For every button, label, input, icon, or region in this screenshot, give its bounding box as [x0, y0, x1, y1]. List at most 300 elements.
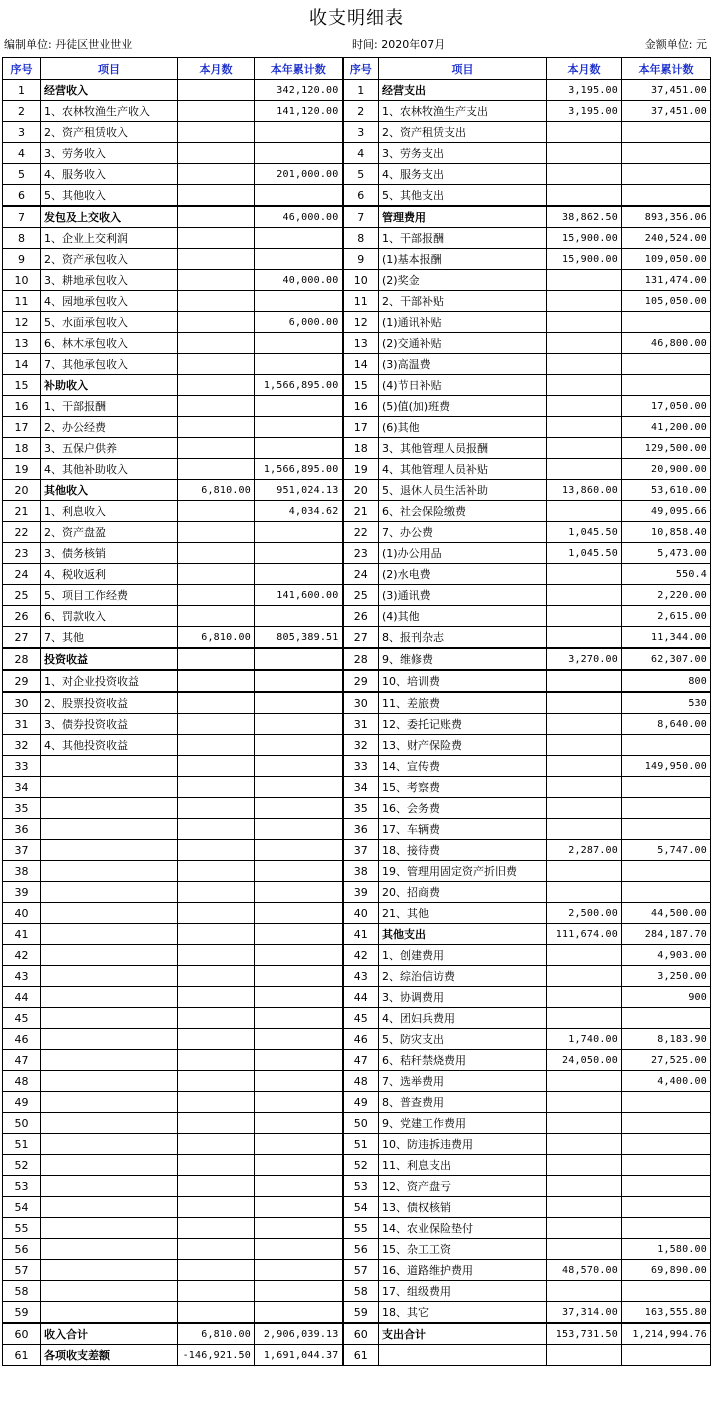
table-row	[3, 1155, 711, 1176]
income-item-cell	[41, 861, 178, 882]
expense-seq-cell: 30	[343, 692, 379, 714]
income-seq-cell: 10	[3, 270, 41, 291]
header-income-month: 本月数	[178, 58, 255, 80]
expense-item-cell: 10、培训费	[379, 670, 547, 692]
table-row	[3, 228, 711, 249]
expense-item-cell: 3、劳务支出	[379, 143, 547, 164]
table-row	[3, 861, 711, 882]
expense-ytd-cell: 129,500.00	[622, 438, 711, 459]
income-month-cell	[178, 1302, 255, 1324]
income-item-cell	[41, 1239, 178, 1260]
income-month-cell	[178, 1134, 255, 1155]
income-ytd-cell	[255, 606, 343, 627]
income-seq-cell: 14	[3, 354, 41, 375]
expense-ytd-cell	[622, 777, 711, 798]
income-item-cell: 收入合计	[41, 1323, 178, 1345]
expense-seq-cell: 54	[343, 1197, 379, 1218]
table-row	[3, 1281, 711, 1302]
income-month-cell	[178, 606, 255, 627]
income-ytd-cell: 1,566,895.00	[255, 375, 343, 396]
expense-month-cell: 1,045.50	[547, 543, 622, 564]
income-seq-cell: 5	[3, 164, 41, 185]
expense-item-cell: 13、债权核销	[379, 1197, 547, 1218]
table-row	[3, 122, 711, 143]
expense-seq-cell: 43	[343, 966, 379, 987]
income-ytd-cell	[255, 819, 343, 840]
income-ytd-cell	[255, 903, 343, 924]
income-item-cell	[41, 798, 178, 819]
expense-month-cell	[547, 1134, 622, 1155]
table-row	[3, 1218, 711, 1239]
income-item-cell	[41, 1092, 178, 1113]
income-item-cell: 2、股票投资收益	[41, 692, 178, 714]
income-month-cell	[178, 164, 255, 185]
income-seq-cell: 51	[3, 1134, 41, 1155]
income-ytd-cell: 4,034.62	[255, 501, 343, 522]
expense-month-cell	[547, 1176, 622, 1197]
income-item-cell	[41, 1155, 178, 1176]
expense-ytd-cell: 149,950.00	[622, 756, 711, 777]
expense-item-cell: (3)高温费	[379, 354, 547, 375]
expense-ytd-cell: 2,615.00	[622, 606, 711, 627]
expense-ytd-cell: 284,187.70	[622, 924, 711, 945]
income-month-cell	[178, 543, 255, 564]
income-month-cell	[178, 270, 255, 291]
income-ytd-cell: 6,000.00	[255, 312, 343, 333]
expense-month-cell	[547, 1345, 622, 1366]
income-seq-cell: 12	[3, 312, 41, 333]
income-month-cell	[178, 987, 255, 1008]
income-ytd-cell: 40,000.00	[255, 270, 343, 291]
income-ytd-cell	[255, 396, 343, 417]
income-item-cell: 1、干部报酬	[41, 396, 178, 417]
expense-item-cell: 18、接待费	[379, 840, 547, 861]
expense-item-cell: 2、资产租赁支出	[379, 122, 547, 143]
expense-ytd-cell: 5,473.00	[622, 543, 711, 564]
income-month-cell: 6,810.00	[178, 1323, 255, 1345]
income-ytd-cell	[255, 543, 343, 564]
income-month-cell	[178, 945, 255, 966]
income-ytd-cell	[255, 1239, 343, 1260]
income-item-cell	[41, 756, 178, 777]
income-ytd-cell: 1,691,044.37	[255, 1345, 343, 1366]
income-item-cell	[41, 945, 178, 966]
expense-ytd-cell	[622, 1218, 711, 1239]
income-ytd-cell	[255, 1134, 343, 1155]
expense-item-cell: 14、宣传费	[379, 756, 547, 777]
table-header-row	[3, 58, 711, 80]
expense-seq-cell: 29	[343, 670, 379, 692]
expense-ytd-cell: 69,890.00	[622, 1260, 711, 1281]
expense-seq-cell: 52	[343, 1155, 379, 1176]
income-month-cell	[178, 417, 255, 438]
expense-ytd-cell: 53,610.00	[622, 480, 711, 501]
expense-seq-cell: 31	[343, 714, 379, 735]
income-seq-cell: 2	[3, 101, 41, 122]
table-row	[3, 819, 711, 840]
expense-item-cell: 1、农林牧渔生产支出	[379, 101, 547, 122]
income-item-cell: 5、其他收入	[41, 185, 178, 207]
income-ytd-cell	[255, 564, 343, 585]
expense-item-cell: 10、防违拆违费用	[379, 1134, 547, 1155]
income-ytd-cell	[255, 670, 343, 692]
income-month-cell	[178, 861, 255, 882]
income-ytd-cell	[255, 840, 343, 861]
expense-item-cell: 12、委托记账费	[379, 714, 547, 735]
expense-ytd-cell	[622, 882, 711, 903]
expense-item-cell: 其他支出	[379, 924, 547, 945]
income-seq-cell: 37	[3, 840, 41, 861]
income-item-cell	[41, 987, 178, 1008]
income-item-cell	[41, 1281, 178, 1302]
header-income-seq: 序号	[3, 58, 41, 80]
income-seq-cell: 44	[3, 987, 41, 1008]
table-row	[3, 564, 711, 585]
expense-seq-cell: 28	[343, 648, 379, 670]
income-item-cell: 2、资产承包收入	[41, 249, 178, 270]
expense-item-cell: 17、车辆费	[379, 819, 547, 840]
expense-item-cell: 7、办公费	[379, 522, 547, 543]
expense-seq-cell: 60	[343, 1323, 379, 1345]
income-item-cell: 3、债务核销	[41, 543, 178, 564]
expense-item-cell: 21、其他	[379, 903, 547, 924]
income-item-cell: 4、其他投资收益	[41, 735, 178, 756]
expense-item-cell: 5、其他支出	[379, 185, 547, 207]
income-seq-cell: 60	[3, 1323, 41, 1345]
expense-seq-cell: 18	[343, 438, 379, 459]
table-row	[3, 777, 711, 798]
income-item-cell: 2、资产租赁收入	[41, 122, 178, 143]
expense-seq-cell: 1	[343, 80, 379, 101]
expense-item-cell: 20、招商费	[379, 882, 547, 903]
income-month-cell	[178, 966, 255, 987]
expense-seq-cell: 24	[343, 564, 379, 585]
expense-seq-cell: 55	[343, 1218, 379, 1239]
expense-month-cell	[547, 354, 622, 375]
expense-seq-cell: 35	[343, 798, 379, 819]
income-month-cell	[178, 312, 255, 333]
expense-month-cell: 1,045.50	[547, 522, 622, 543]
expense-month-cell: 13,860.00	[547, 480, 622, 501]
income-month-cell	[178, 1071, 255, 1092]
income-item-cell	[41, 1302, 178, 1324]
table-row	[3, 924, 711, 945]
table-row	[3, 522, 711, 543]
income-month-cell	[178, 522, 255, 543]
income-item-cell	[41, 924, 178, 945]
expense-ytd-cell: 11,344.00	[622, 627, 711, 649]
table-row	[3, 1029, 711, 1050]
income-item-cell	[41, 1134, 178, 1155]
expense-ytd-cell: 163,555.80	[622, 1302, 711, 1324]
income-item-cell: 1、农林牧渔生产收入	[41, 101, 178, 122]
expense-item-cell: 11、利息支出	[379, 1155, 547, 1176]
income-month-cell	[178, 375, 255, 396]
income-ytd-cell	[255, 1302, 343, 1324]
expense-month-cell	[547, 291, 622, 312]
table-row	[3, 648, 711, 670]
expense-item-cell: (4)其他	[379, 606, 547, 627]
expense-month-cell	[547, 459, 622, 480]
expense-ytd-cell: 4,903.00	[622, 945, 711, 966]
currency-unit: 金额单位: 元	[644, 38, 707, 51]
expense-seq-cell: 45	[343, 1008, 379, 1029]
expense-month-cell	[547, 438, 622, 459]
expense-item-cell: 5、退休人员生活补助	[379, 480, 547, 501]
income-item-cell: 3、劳务收入	[41, 143, 178, 164]
income-ytd-cell	[255, 291, 343, 312]
income-item-cell: 经营收入	[41, 80, 178, 101]
income-ytd-cell	[255, 333, 343, 354]
income-ytd-cell	[255, 1281, 343, 1302]
income-seq-cell: 34	[3, 777, 41, 798]
income-ytd-cell	[255, 945, 343, 966]
table-row	[3, 585, 711, 606]
income-seq-cell: 45	[3, 1008, 41, 1029]
expense-ytd-cell: 20,900.00	[622, 459, 711, 480]
expense-month-cell	[547, 945, 622, 966]
expense-seq-cell: 23	[343, 543, 379, 564]
income-seq-cell: 54	[3, 1197, 41, 1218]
expense-ytd-cell	[622, 122, 711, 143]
expense-ytd-cell: 41,200.00	[622, 417, 711, 438]
expense-item-cell: (3)通讯费	[379, 585, 547, 606]
expense-month-cell	[547, 1239, 622, 1260]
expense-ytd-cell: 800	[622, 670, 711, 692]
table-row	[3, 249, 711, 270]
income-seq-cell: 58	[3, 1281, 41, 1302]
expense-ytd-cell	[622, 861, 711, 882]
income-month-cell	[178, 1218, 255, 1239]
income-seq-cell: 43	[3, 966, 41, 987]
income-seq-cell: 56	[3, 1239, 41, 1260]
income-seq-cell: 24	[3, 564, 41, 585]
table-row	[3, 270, 711, 291]
expense-seq-cell: 51	[343, 1134, 379, 1155]
income-month-cell	[178, 438, 255, 459]
income-month-cell	[178, 924, 255, 945]
expense-ytd-cell	[622, 185, 711, 207]
table-row	[3, 480, 711, 501]
income-seq-cell: 28	[3, 648, 41, 670]
income-item-cell	[41, 1176, 178, 1197]
income-item-cell: 5、项目工作经费	[41, 585, 178, 606]
table-row	[3, 1050, 711, 1071]
expense-item-cell: 8、报刊杂志	[379, 627, 547, 649]
expense-month-cell	[547, 987, 622, 1008]
expense-item-cell	[379, 1345, 547, 1366]
table-row	[3, 375, 711, 396]
income-item-cell: 4、税收返利	[41, 564, 178, 585]
expense-ytd-cell	[622, 375, 711, 396]
expense-seq-cell: 39	[343, 882, 379, 903]
income-month-cell	[178, 840, 255, 861]
income-ytd-cell: 342,120.00	[255, 80, 343, 101]
expense-ytd-cell: 17,050.00	[622, 396, 711, 417]
table-row	[3, 185, 711, 207]
expense-ytd-cell: 550.4	[622, 564, 711, 585]
income-ytd-cell	[255, 185, 343, 207]
table-row	[3, 206, 711, 228]
income-seq-cell: 6	[3, 185, 41, 207]
expense-month-cell	[547, 606, 622, 627]
expense-seq-cell: 34	[343, 777, 379, 798]
income-ytd-cell: 951,024.13	[255, 480, 343, 501]
income-seq-cell: 15	[3, 375, 41, 396]
income-item-cell	[41, 1071, 178, 1092]
expense-month-cell	[547, 735, 622, 756]
table-row	[3, 627, 711, 649]
expense-ytd-cell: 49,095.66	[622, 501, 711, 522]
expense-seq-cell: 27	[343, 627, 379, 649]
income-item-cell	[41, 903, 178, 924]
expense-seq-cell: 53	[343, 1176, 379, 1197]
expense-seq-cell: 12	[343, 312, 379, 333]
expense-item-cell: 16、道路维护费用	[379, 1260, 547, 1281]
expense-month-cell	[547, 1071, 622, 1092]
income-seq-cell: 47	[3, 1050, 41, 1071]
expense-ytd-cell: 893,356.06	[622, 206, 711, 228]
header-expense-month: 本月数	[547, 58, 622, 80]
income-expense-table	[2, 57, 711, 1366]
expense-ytd-cell: 3,250.00	[622, 966, 711, 987]
expense-item-cell: (5)值(加)班费	[379, 396, 547, 417]
income-ytd-cell: 1,566,895.00	[255, 459, 343, 480]
income-month-cell	[178, 354, 255, 375]
income-month-cell	[178, 291, 255, 312]
compiling-unit: 编制单位: 丹徒区世业世业	[4, 38, 133, 51]
income-ytd-cell	[255, 249, 343, 270]
income-seq-cell: 16	[3, 396, 41, 417]
expense-month-cell: 2,500.00	[547, 903, 622, 924]
income-seq-cell: 35	[3, 798, 41, 819]
income-item-cell: 4、服务收入	[41, 164, 178, 185]
income-item-cell: 5、水面承包收入	[41, 312, 178, 333]
income-month-cell	[178, 819, 255, 840]
expense-seq-cell: 6	[343, 185, 379, 207]
expense-seq-cell: 47	[343, 1050, 379, 1071]
income-month-cell	[178, 396, 255, 417]
expense-month-cell: 3,195.00	[547, 80, 622, 101]
table-row	[3, 735, 711, 756]
expense-ytd-cell	[622, 354, 711, 375]
expense-item-cell: 15、杂工工资	[379, 1239, 547, 1260]
expense-ytd-cell	[622, 1134, 711, 1155]
expense-item-cell: 5、防灾支出	[379, 1029, 547, 1050]
income-month-cell	[178, 1176, 255, 1197]
expense-month-cell: 38,862.50	[547, 206, 622, 228]
income-item-cell: 1、对企业投资收益	[41, 670, 178, 692]
table-row	[3, 354, 711, 375]
table-row	[3, 291, 711, 312]
income-item-cell: 1、利息收入	[41, 501, 178, 522]
table-row	[3, 1197, 711, 1218]
income-ytd-cell	[255, 1218, 343, 1239]
expense-item-cell: (1)通讯补贴	[379, 312, 547, 333]
expense-item-cell: 18、其它	[379, 1302, 547, 1324]
table-body	[3, 80, 711, 1366]
income-seq-cell: 53	[3, 1176, 41, 1197]
income-seq-cell: 13	[3, 333, 41, 354]
income-seq-cell: 30	[3, 692, 41, 714]
table-row	[3, 1113, 711, 1134]
income-month-cell	[178, 882, 255, 903]
income-seq-cell: 59	[3, 1302, 41, 1324]
income-ytd-cell	[255, 692, 343, 714]
income-item-cell: 投资收益	[41, 648, 178, 670]
table-row	[3, 882, 711, 903]
table-row	[3, 1092, 711, 1113]
expense-seq-cell: 59	[343, 1302, 379, 1324]
expense-seq-cell: 36	[343, 819, 379, 840]
table-row	[3, 670, 711, 692]
income-item-cell: 发包及上交收入	[41, 206, 178, 228]
income-seq-cell: 29	[3, 670, 41, 692]
expense-ytd-cell	[622, 1155, 711, 1176]
expense-item-cell: 6、社会保险缴费	[379, 501, 547, 522]
expense-ytd-cell	[622, 312, 711, 333]
expense-item-cell: 3、其他管理人员报酬	[379, 438, 547, 459]
expense-month-cell: 15,900.00	[547, 228, 622, 249]
income-ytd-cell	[255, 438, 343, 459]
income-ytd-cell	[255, 143, 343, 164]
table-row	[3, 798, 711, 819]
income-ytd-cell	[255, 714, 343, 735]
table-row	[3, 417, 711, 438]
income-seq-cell: 1	[3, 80, 41, 101]
expense-month-cell	[547, 122, 622, 143]
expense-seq-cell: 14	[343, 354, 379, 375]
expense-seq-cell: 49	[343, 1092, 379, 1113]
table-row	[3, 543, 711, 564]
income-month-cell	[178, 777, 255, 798]
expense-month-cell: 37,314.00	[547, 1302, 622, 1324]
expense-ytd-cell	[622, 1345, 711, 1366]
income-seq-cell: 19	[3, 459, 41, 480]
expense-month-cell	[547, 670, 622, 692]
table-row	[3, 1323, 711, 1345]
income-month-cell	[178, 1239, 255, 1260]
expense-month-cell	[547, 861, 622, 882]
income-month-cell	[178, 333, 255, 354]
income-seq-cell: 46	[3, 1029, 41, 1050]
income-month-cell	[178, 228, 255, 249]
income-seq-cell: 50	[3, 1113, 41, 1134]
income-ytd-cell	[255, 777, 343, 798]
income-seq-cell: 11	[3, 291, 41, 312]
income-seq-cell: 4	[3, 143, 41, 164]
table-row	[3, 501, 711, 522]
table-row	[3, 101, 711, 122]
expense-ytd-cell	[622, 164, 711, 185]
income-seq-cell: 38	[3, 861, 41, 882]
table-row	[3, 903, 711, 924]
expense-month-cell	[547, 417, 622, 438]
expense-ytd-cell: 4,400.00	[622, 1071, 711, 1092]
income-ytd-cell	[255, 1260, 343, 1281]
income-ytd-cell	[255, 1008, 343, 1029]
income-ytd-cell	[255, 1197, 343, 1218]
income-month-cell	[178, 670, 255, 692]
expense-month-cell	[547, 585, 622, 606]
expense-month-cell: 3,195.00	[547, 101, 622, 122]
income-month-cell	[178, 1155, 255, 1176]
expense-month-cell	[547, 1281, 622, 1302]
income-month-cell	[178, 185, 255, 207]
expense-month-cell	[547, 1008, 622, 1029]
header-expense-item: 项目	[379, 58, 547, 80]
income-month-cell	[178, 501, 255, 522]
